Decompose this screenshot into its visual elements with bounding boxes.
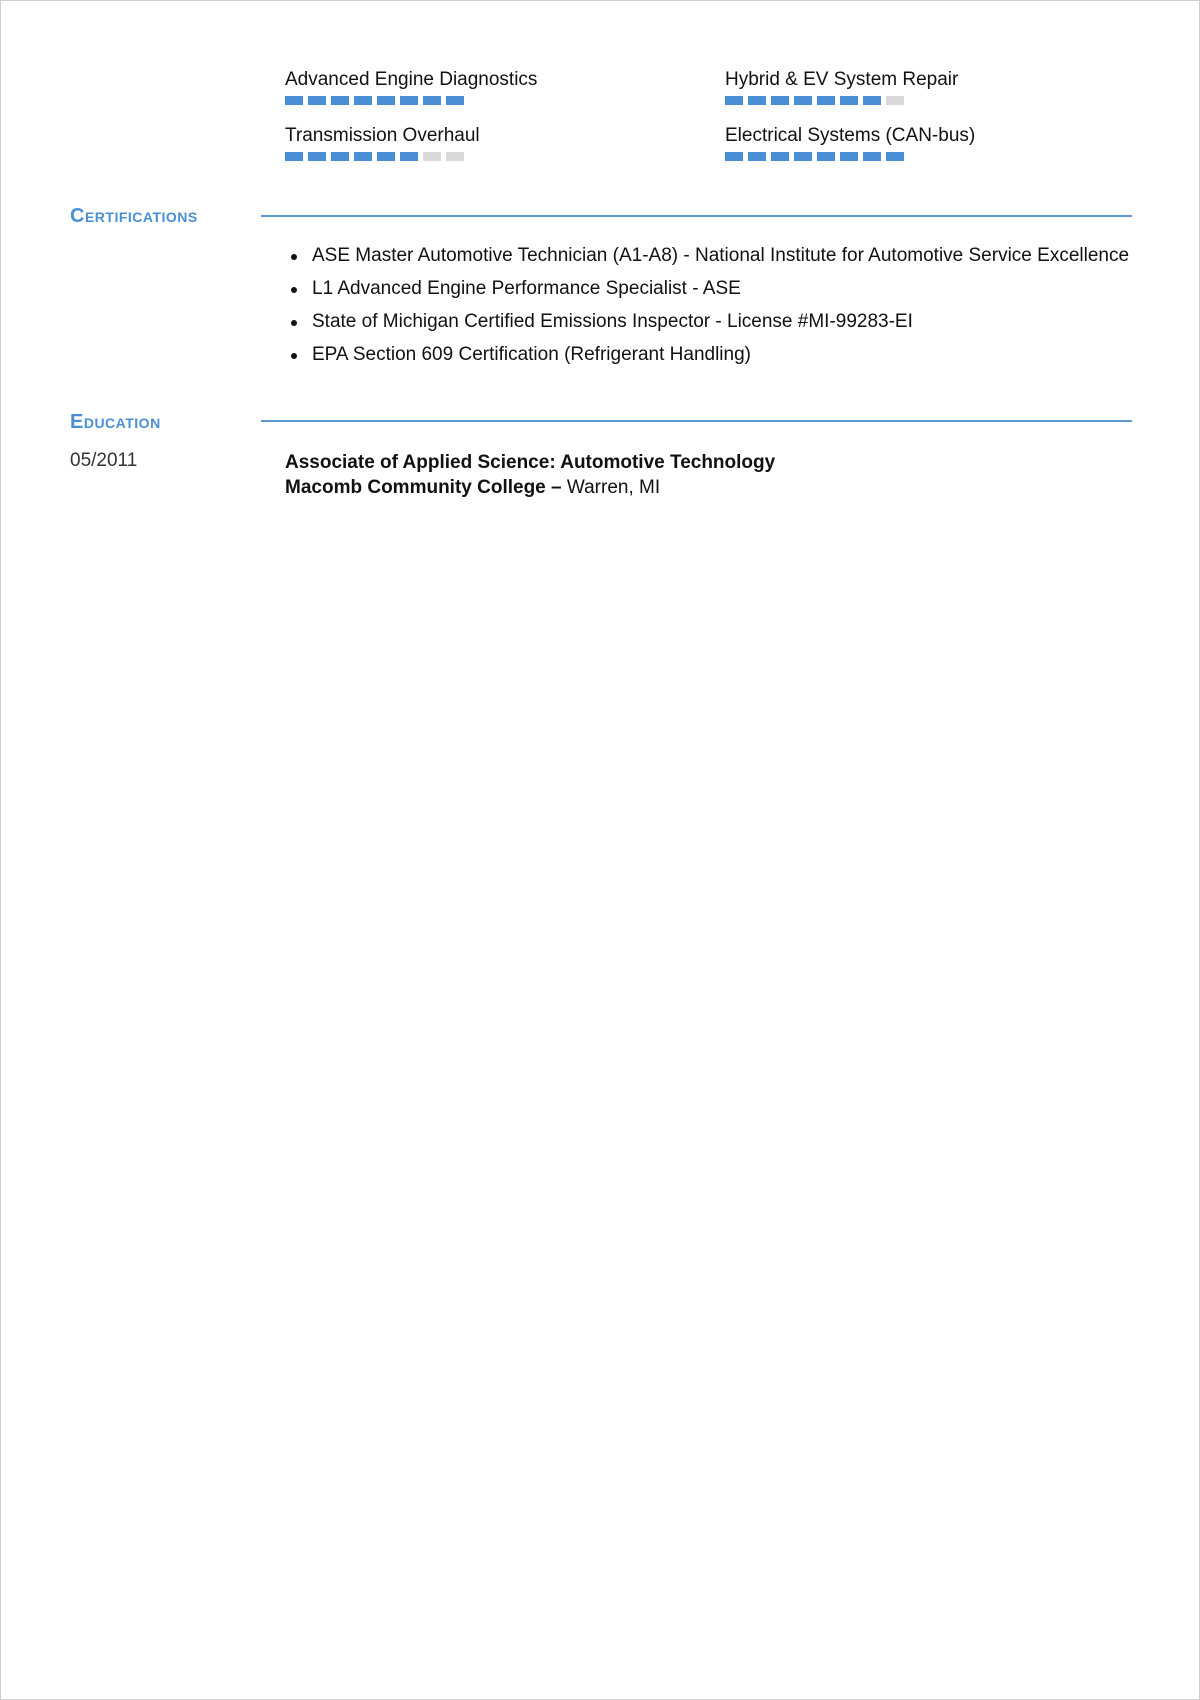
skill-segment-filled bbox=[863, 96, 881, 105]
skill-segment-filled bbox=[446, 96, 464, 105]
skill-segment-filled bbox=[377, 96, 395, 105]
skill-segment-filled bbox=[423, 96, 441, 105]
certifications-divider bbox=[261, 215, 1132, 217]
skill-segment-filled bbox=[331, 152, 349, 161]
skill-segment-filled bbox=[771, 152, 789, 161]
skill-segment-filled bbox=[771, 96, 789, 105]
skills-grid bbox=[285, 69, 1085, 161]
certification-text: EPA Section 609 Certification (Refrigerant Handling) bbox=[312, 344, 751, 365]
skill-segment-filled bbox=[886, 152, 904, 161]
education-degree: Associate of Applied Science: Automotive Technology bbox=[285, 452, 776, 473]
skill-item bbox=[285, 125, 725, 161]
bullet-icon bbox=[291, 320, 297, 326]
certification-text: State of Michigan Certified Emissions Inspector - License #MI-99283-EI bbox=[312, 311, 913, 332]
skill-segment-filled bbox=[354, 96, 372, 105]
certification-item bbox=[285, 245, 1129, 267]
skill-name: Advanced Engine Diagnostics bbox=[285, 69, 538, 90]
certification-text: ASE Master Automotive Technician (A1-A8) - National Institute for Automotive Service Excellence bbox=[312, 245, 1130, 266]
skill-segment-filled bbox=[748, 96, 766, 105]
education-heading: Education bbox=[70, 411, 161, 433]
certifications-heading: Certifications bbox=[70, 205, 198, 227]
skill-segment-filled bbox=[377, 152, 395, 161]
education-school: Macomb Community College bbox=[285, 477, 546, 498]
certification-text: L1 Advanced Engine Performance Specialist - ASE bbox=[312, 278, 741, 299]
bullet-icon bbox=[291, 287, 297, 293]
bullet-icon bbox=[291, 254, 297, 260]
skill-segment-filled bbox=[285, 96, 303, 105]
skill-segment-filled bbox=[817, 152, 835, 161]
skill-segment-empty bbox=[423, 152, 441, 161]
education-date: 05/2011 bbox=[70, 450, 138, 471]
skill-segment-filled bbox=[725, 96, 743, 105]
skill-level-meter bbox=[285, 152, 725, 161]
certification-item bbox=[285, 311, 1129, 333]
skill-segment-filled bbox=[794, 96, 812, 105]
skill-level-meter bbox=[725, 96, 1085, 105]
bullet-icon bbox=[291, 353, 297, 359]
education-separator: – bbox=[545, 477, 567, 498]
skill-segment-filled bbox=[863, 152, 881, 161]
certifications-list bbox=[285, 245, 1129, 377]
skill-segment-filled bbox=[840, 96, 858, 105]
education-location: Warren, MI bbox=[566, 477, 661, 498]
skill-segment-filled bbox=[725, 152, 743, 161]
skill-segment-empty bbox=[886, 96, 904, 105]
skill-segment-filled bbox=[817, 96, 835, 105]
skill-level-meter bbox=[285, 96, 725, 105]
skill-segment-filled bbox=[331, 96, 349, 105]
skill-name: Hybrid & EV System Repair bbox=[725, 69, 959, 90]
skill-segment-filled bbox=[840, 152, 858, 161]
certification-item bbox=[285, 344, 1129, 366]
skill-segment-filled bbox=[308, 96, 326, 105]
skill-item bbox=[725, 125, 1085, 161]
education-entry bbox=[285, 450, 775, 500]
skill-segment-filled bbox=[748, 152, 766, 161]
education-school-line bbox=[285, 475, 775, 500]
skill-item bbox=[725, 69, 1085, 105]
education-divider bbox=[261, 420, 1132, 422]
skill-segment-empty bbox=[446, 152, 464, 161]
skill-level-meter bbox=[725, 152, 1085, 161]
skill-segment-filled bbox=[794, 152, 812, 161]
skill-segment-filled bbox=[354, 152, 372, 161]
skill-segment-filled bbox=[308, 152, 326, 161]
skill-name: Electrical Systems (CAN-bus) bbox=[725, 125, 976, 146]
skill-name: Transmission Overhaul bbox=[285, 125, 480, 146]
skill-segment-filled bbox=[400, 152, 418, 161]
certification-item bbox=[285, 278, 1129, 300]
skill-segment-filled bbox=[285, 152, 303, 161]
skill-item bbox=[285, 69, 725, 105]
skill-segment-filled bbox=[400, 96, 418, 105]
